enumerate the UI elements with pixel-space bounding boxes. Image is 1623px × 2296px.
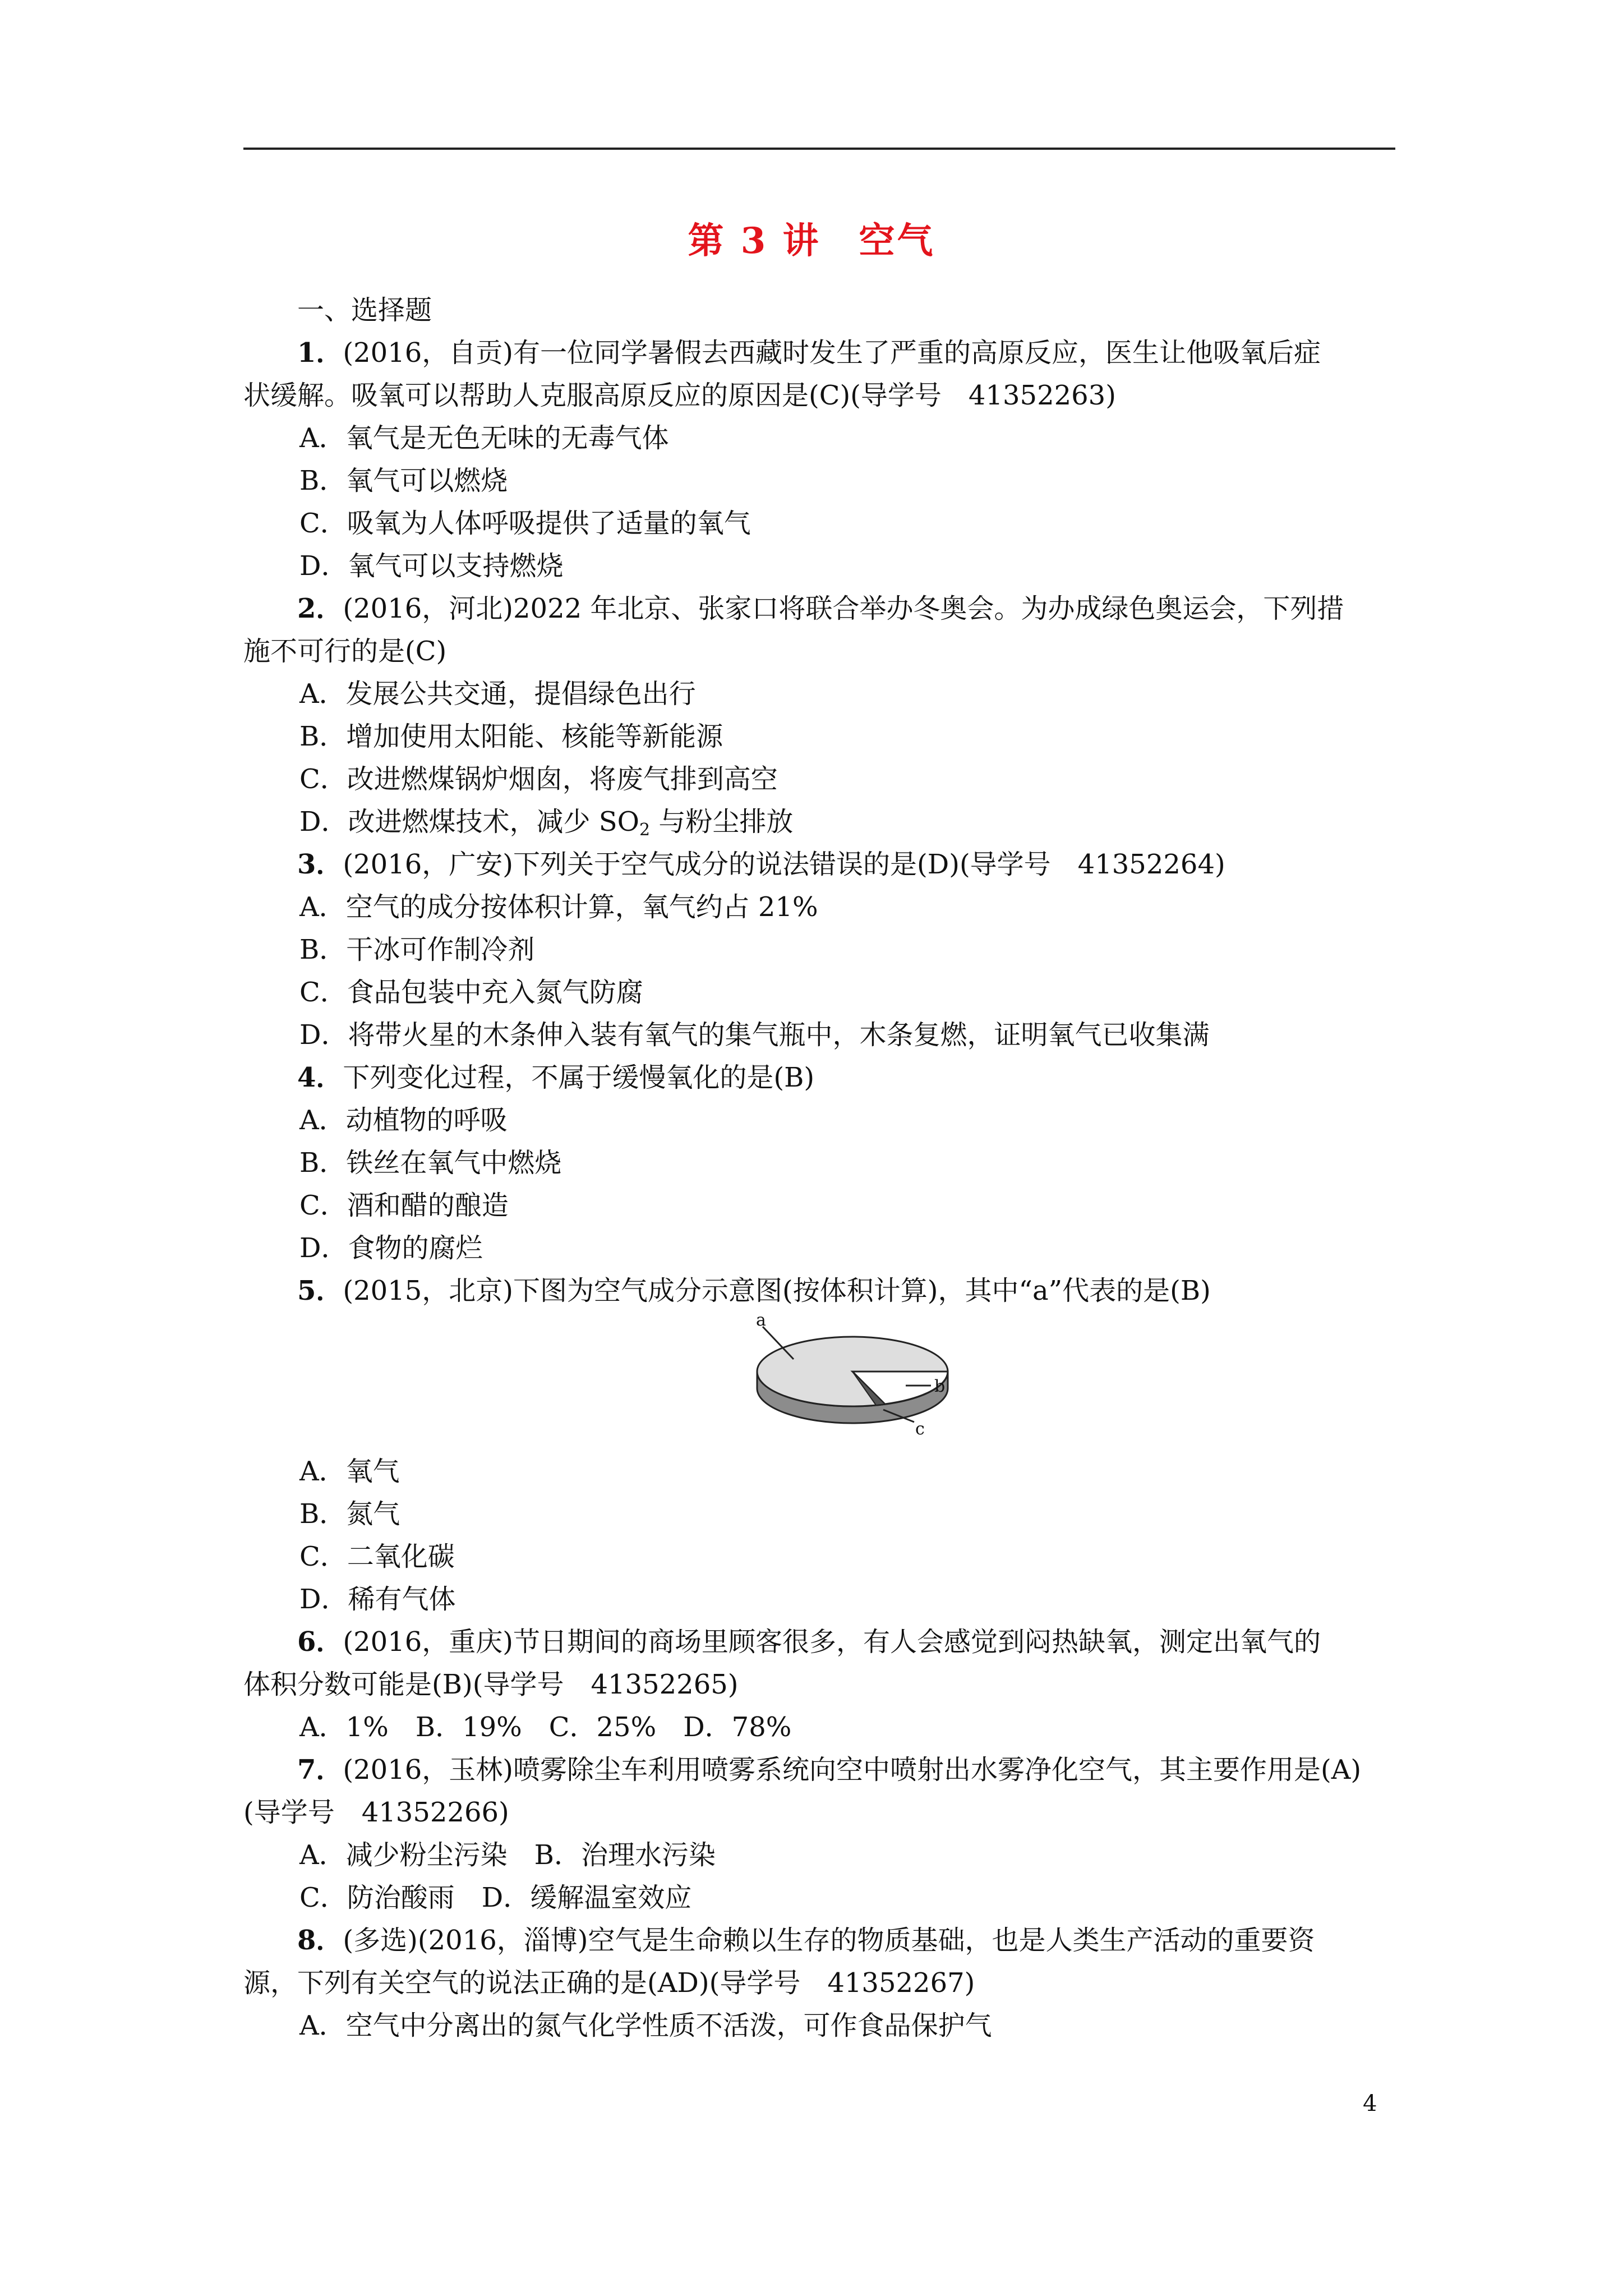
option: D．氧气可以支持燃烧 — [299, 550, 564, 582]
question-7-line-1 — [243, 1749, 1449, 1791]
page-number: 4 — [1363, 2091, 1377, 2116]
question-7-line-2: (导学号 41352266) — [243, 1797, 509, 1828]
question-text: (2016，重庆)节日期间的商场里顾客很多，有人会感觉到闷热缺氧，测定出氧气的 — [343, 1626, 1321, 1658]
question-text: (2016，自贡)有一位同学暑假去西藏时发生了严重的高原反应，医生让他吸氧后症 — [343, 337, 1321, 369]
question-4-line-1 — [243, 1056, 1449, 1099]
option — [243, 800, 1451, 843]
option: B．氧气可以燃烧 — [299, 465, 508, 496]
question-1-line-1 — [243, 332, 1449, 374]
option: A．氧气是无色无味的无毒气体 — [299, 422, 669, 454]
option: B．氮气 — [299, 1498, 400, 1530]
question-number: 6． — [297, 1626, 343, 1658]
question-8-line-1 — [243, 1919, 1449, 1962]
air-composition-pie-figure — [746, 1310, 959, 1456]
question-text: (2016，玉林)喷雾除尘车利用喷雾系统向空中喷射出水雾净化空气，其主要作用是(A) — [343, 1754, 1362, 1786]
question-number: 3． — [297, 849, 343, 880]
option: A．氧气 — [299, 1456, 400, 1487]
question-6-line-2: 体积分数可能是(B)(导学号 41352265) — [243, 1669, 739, 1700]
option: B．铁丝在氧气中燃烧 — [299, 1147, 562, 1179]
option: A．空气的成分按体积计算，氧气约占 21% — [299, 891, 818, 923]
question-number: 8． — [297, 1925, 343, 1956]
subscript: 2 — [639, 820, 651, 840]
option: B．增加使用太阳能、核能等新能源 — [299, 721, 723, 752]
question-text: 下列变化过程，不属于缓慢氧化的是(B) — [343, 1062, 815, 1093]
option: D．稀有气体 — [299, 1584, 456, 1615]
option-text: 与粉尘排放 — [650, 806, 794, 838]
option: B．干冰可作制冷剂 — [299, 934, 535, 965]
option: A．空气中分离出的氮气化学性质不活泼，可作食品保护气 — [299, 2010, 992, 2041]
option: A．动植物的呼吸 — [299, 1105, 508, 1136]
question-number: 1． — [297, 337, 343, 369]
option: C．二氧化碳 — [299, 1541, 455, 1572]
option: C．食品包装中充入氮气防腐 — [299, 977, 643, 1008]
question-text: (2015，北京)下图为空气成分示意图(按体积计算)，其中“a”代表的是(B) — [343, 1275, 1211, 1306]
pie-label-c: c — [915, 1419, 925, 1439]
question-number: 4． — [297, 1062, 343, 1093]
option-text: D．改进燃煤技术，减少 SO — [299, 806, 639, 838]
pie-label-b: b — [934, 1377, 946, 1396]
option: C．酒和醋的酿造 — [299, 1190, 509, 1221]
option: C．吸氧为人体呼吸提供了适量的氧气 — [299, 508, 751, 539]
question-6-line-1 — [243, 1621, 1449, 1663]
question-8-line-2: 源，下列有关空气的说法正确的是(AD)(导学号 41352267) — [243, 1967, 975, 1999]
option: C．防治酸雨 D．缓解温室效应 — [299, 1882, 692, 1913]
question-text: (多选)(2016，淄博)空气是生命赖以生存的物质基础，也是人类生产活动的重要资 — [343, 1925, 1315, 1956]
option: A．发展公共交通，提倡绿色出行 — [299, 678, 696, 710]
question-3-line-1 — [243, 843, 1449, 886]
question-number: 5． — [297, 1275, 343, 1306]
option: D．食物的腐烂 — [299, 1232, 483, 1264]
question-2-line-2: 施不可行的是(C) — [243, 636, 447, 667]
option: D．将带火星的木条伸入装有氧气的集气瓶中，木条复燃，证明氧气已收集满 — [299, 1019, 1210, 1051]
question-text: (2016，广安)下列关于空气成分的说法错误的是(D)(导学号 41352264) — [343, 849, 1225, 880]
question-2-line-1 — [243, 587, 1449, 630]
page-title: 第 3 讲 空气 — [688, 220, 935, 262]
question-text: (2016，河北)2022 年北京、张家口将联合举办冬奥会。为办成绿色奥运会，下列措 — [343, 593, 1344, 624]
question-number: 2． — [297, 593, 343, 624]
question-5-line-1 — [243, 1269, 1449, 1312]
pie-label-a: a — [756, 1310, 766, 1330]
section-heading: 一、选择题 — [297, 295, 432, 326]
question-number: 7． — [297, 1754, 343, 1786]
option: A．减少粉尘污染 B．治理水污染 — [299, 1839, 716, 1871]
header-rule — [243, 148, 1395, 150]
question-1-line-2: 状缓解。吸氧可以帮助人克服高原反应的原因是(C)(导学号 41352263) — [243, 380, 1116, 411]
option: A．1% B．19% C．25% D．78% — [299, 1711, 792, 1743]
option: C．改进燃煤锅炉烟囱，将废气排到高空 — [299, 763, 778, 795]
